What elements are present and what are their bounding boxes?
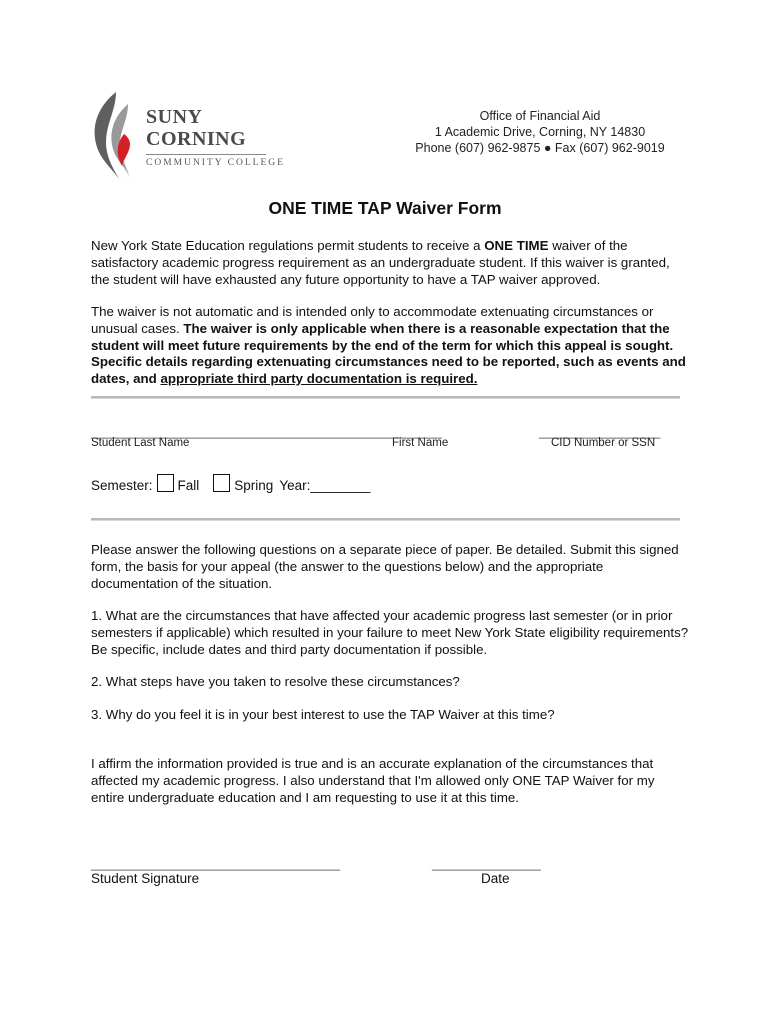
address-street: 1 Academic Drive, Corning, NY 14830 bbox=[434, 125, 646, 139]
divider-2 bbox=[91, 518, 680, 521]
affirmation-paragraph: I affirm the information provided is true and is an accurate explanation of the circumstances that affected my academic progress. I also understand that I'm allowed only ONE TAP Waiver for my entire undergraduate education and I am requesting to use it at this time. bbox=[91, 756, 655, 805]
college-logo-flame-icon bbox=[86, 90, 138, 186]
intro-paragraph-2 bbox=[91, 304, 691, 388]
intro-p2-bold-underline: appropriate third party documentation is required. bbox=[160, 371, 478, 387]
intro-p1-bold: ONE TIME bbox=[484, 238, 549, 253]
intro-p2-bold: The waiver is only applicable when there is a reasonable expectation that the student will meet future requirements by the end of the term for which this appeal is sought. Specific details regarding extenuating circumstances need to be reported, such as events and dates, and bbox=[91, 320, 686, 387]
last-name-label: Student Last Name bbox=[91, 437, 190, 449]
question-1: 1. What are the circumstances that have affected your academic progress last semester (or in prior semesters if applicable) which resulted in your failure to meet New York State eligibility requirements? Be specific, include dates and third party documentation if possible. bbox=[91, 608, 689, 657]
intro-p1-text-b: waiver of the satisfactory academic progress requirement as an undergraduate student. If this waiver is granted, the student will have exhausted any future opportunity to have a TAP waiver approved. bbox=[91, 238, 670, 287]
instructions-paragraph: Please answer the following questions on a separate piece of paper. Be detailed. Submit this signed form, the basis for your appeal (the answer to the questions below) and the appropriate documentation of the situation. bbox=[91, 542, 679, 591]
divider-1 bbox=[91, 396, 680, 399]
spring-checkbox[interactable] bbox=[213, 474, 230, 492]
question-3: 3. Why do you feel it is in your best interest to use the TAP Waiver at this time? bbox=[91, 707, 555, 722]
intro-p1-text-a: New York State Education regulations permit students to receive a bbox=[91, 238, 485, 253]
college-logo-wordmark bbox=[146, 106, 285, 168]
logo-community-college: COMMUNITY COLLEGE bbox=[146, 158, 285, 168]
spring-label: Spring bbox=[234, 478, 274, 493]
signature-field-line[interactable]: _______________________________________ bbox=[91, 857, 340, 871]
logo-corning: CORNING bbox=[146, 128, 247, 150]
logo-divider bbox=[146, 154, 266, 155]
question-2: 2. What steps have you taken to resolve these circumstances? bbox=[91, 674, 460, 689]
cid-label: CID Number or SSN bbox=[551, 437, 656, 449]
year-field[interactable]: Year:________ bbox=[279, 478, 371, 493]
fall-label: Fall bbox=[177, 478, 200, 493]
logo-suny: SUNY bbox=[146, 106, 203, 128]
first-name-label: First Name bbox=[392, 437, 449, 449]
address-office: Office of Financial Aid bbox=[479, 109, 601, 123]
intro-p2-text-a: The waiver is not automatic and is intended only to accommodate extenuating circumstances or unusual cases. bbox=[91, 304, 654, 336]
fall-checkbox[interactable] bbox=[157, 474, 174, 492]
signature-label: Student Signature bbox=[91, 871, 200, 886]
date-field-line[interactable]: _________________ bbox=[432, 857, 541, 871]
name-field-line[interactable]: _______________________________________________________ bbox=[91, 425, 442, 439]
form-title: ONE TIME TAP Waiver Form bbox=[268, 198, 502, 218]
semester-row bbox=[91, 474, 370, 493]
semester-label: Semester: bbox=[91, 478, 153, 493]
address-phone-fax: Phone (607) 962-9875 ● Fax (607) 962-9019 bbox=[415, 141, 665, 155]
cid-field-line[interactable]: ___________________ bbox=[539, 425, 661, 439]
office-address bbox=[380, 108, 700, 156]
date-label: Date bbox=[481, 871, 510, 886]
intro-paragraph-1 bbox=[91, 238, 691, 288]
